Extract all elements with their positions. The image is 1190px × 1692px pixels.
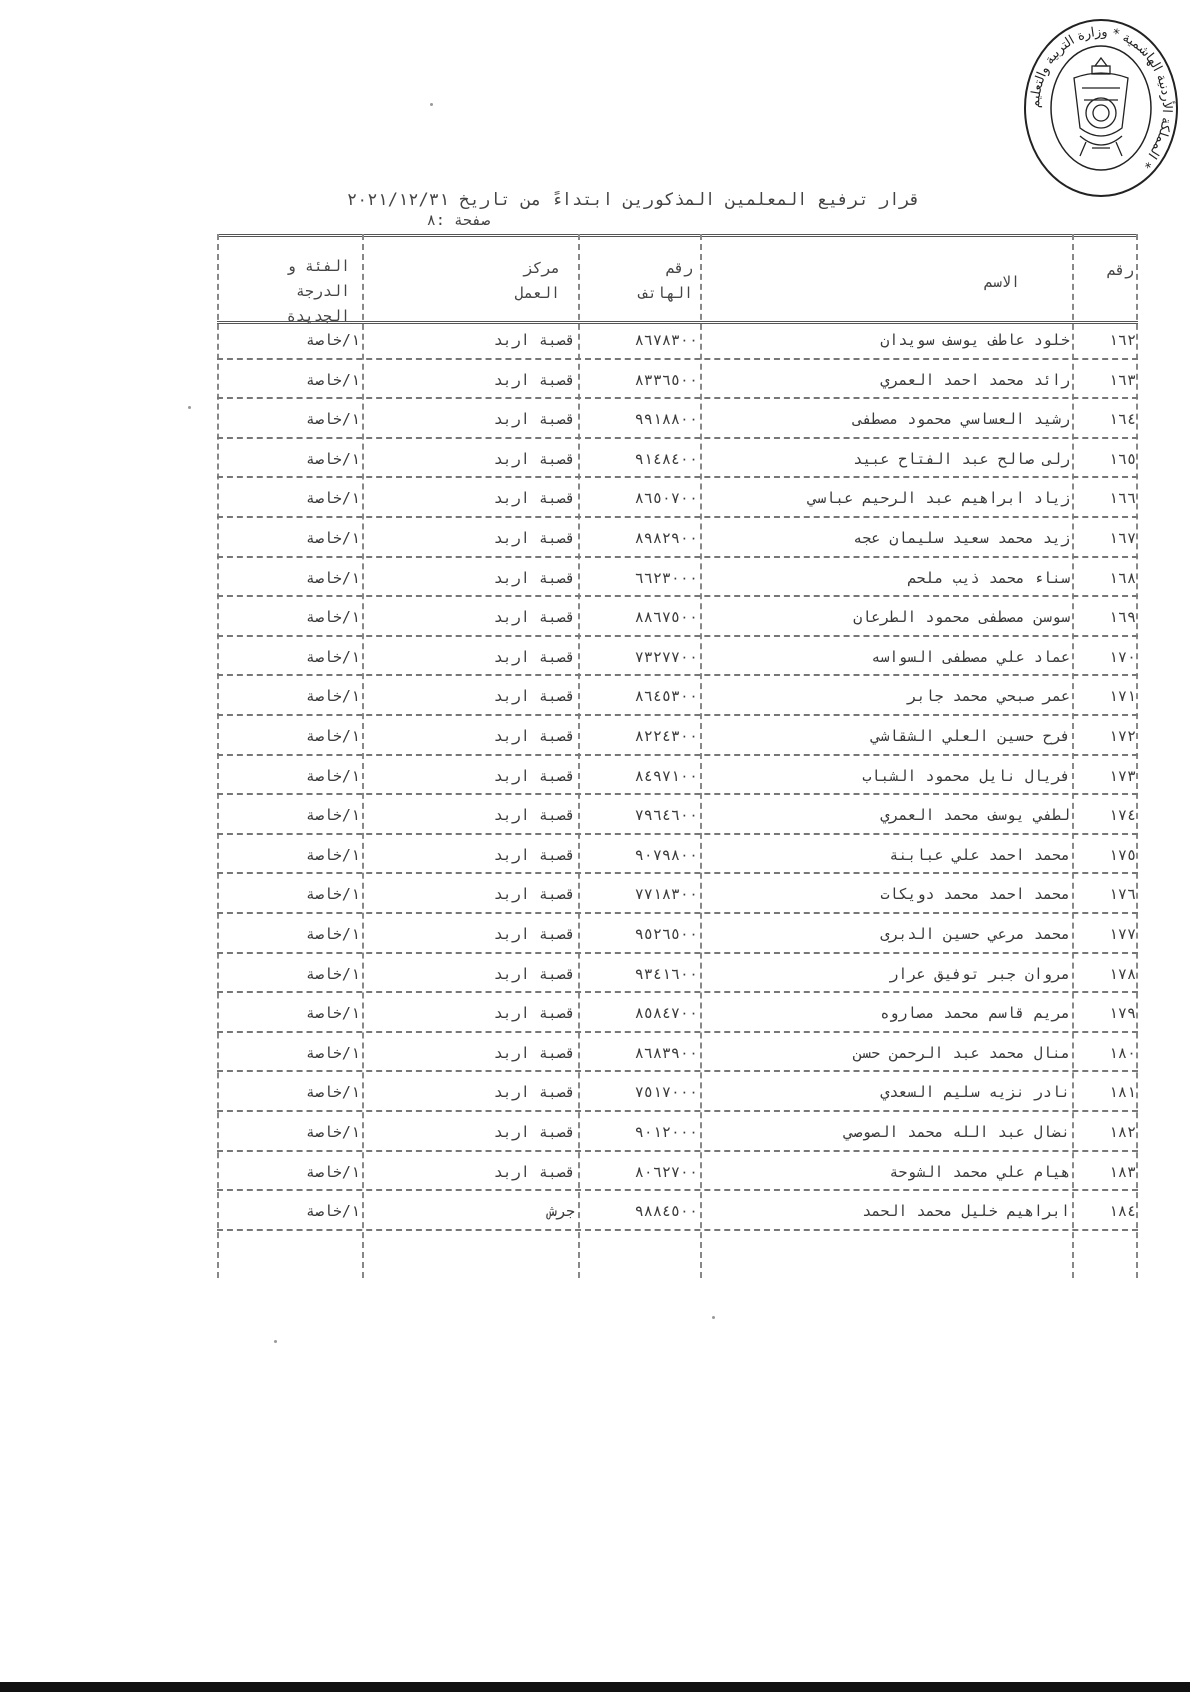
column-separator (362, 234, 364, 1278)
work-center: قصبة اربد (493, 647, 575, 666)
new-degree: ١/خاصة (305, 529, 360, 547)
teacher-name: سناء محمد ذيب ملحم (907, 568, 1070, 587)
header-center: مركز العمل (514, 259, 560, 302)
teacher-id: ٩٠٧٩٨٠٠ (634, 845, 698, 864)
work-center: قصبة اربد (493, 964, 575, 983)
row-divider (217, 833, 1138, 835)
column-separator (217, 234, 219, 1278)
teacher-name: خلود عاطف يوسف سويدان (880, 331, 1070, 349)
teacher-name: منال محمد عبد الرحمن حسن (853, 1043, 1070, 1062)
work-center: قصبة اربد (493, 489, 575, 508)
row-divider (217, 714, 1138, 716)
teacher-id: ٩١٤٨٤٠٠ (634, 449, 698, 468)
new-degree: ١/خاصة (305, 449, 360, 468)
work-center: قصبة اربد (493, 1162, 575, 1181)
teacher-id: ٨٩٨٢٩٠٠ (634, 529, 698, 547)
teacher-name: عمر صبحي محمد جابر (907, 687, 1070, 706)
new-degree: ١/خاصة (305, 687, 360, 706)
work-center: قصبة اربد (493, 727, 575, 745)
scan-bottom-edge (0, 1682, 1190, 1692)
new-degree: ١/خاصة (305, 727, 360, 745)
teacher-id: ٧٥١٧٠٠٠ (634, 1083, 698, 1102)
header-id: رقم الهاتف (638, 259, 693, 302)
teacher-name: رائد محمد احمد العمري (880, 370, 1070, 389)
teacher-id: ٨٣٣٦٥٠٠ (634, 370, 698, 389)
teacher-id: ٧٩٦٤٦٠٠ (634, 806, 698, 825)
seal-text-path: المملكة الأردنية الهاشمية * وزارة التربية والتعليم * (1027, 24, 1175, 171)
row-divider (217, 635, 1138, 637)
work-center: قصبة اربد (493, 885, 575, 904)
teacher-name: محمد مرعي حسين الدبرى (880, 925, 1070, 943)
new-degree: ١/خاصة (305, 1162, 360, 1181)
table-header-rule (217, 321, 1138, 324)
row-number: ١٦٧ (1108, 529, 1136, 547)
row-number: ١٨٢ (1108, 1123, 1136, 1141)
teacher-name: زياد ابراهيم عبد الرحيم عباسي (808, 489, 1070, 508)
teacher-name: مريم قاسم محمد مصاروه (880, 1004, 1070, 1023)
teacher-name: محمد احمد محمد دويكات (880, 885, 1070, 904)
work-center: قصبة اربد (493, 1083, 575, 1102)
row-divider (217, 1110, 1138, 1112)
work-center: قصبة اربد (493, 687, 575, 706)
row-number: ١٦٩ (1108, 608, 1136, 627)
column-separator (700, 234, 702, 1278)
row-divider (217, 793, 1138, 795)
row-divider (217, 556, 1138, 558)
work-center: قصبة اربد (493, 529, 575, 547)
work-center: قصبة اربد (493, 806, 575, 825)
row-divider (217, 476, 1138, 478)
document-title: قرار ترفيع المعلمين المذكورين ابتداءً من تاريخ ٢٠٢١/١٢/٣١ (346, 190, 920, 210)
teacher-name: فرح حسين العلي الشقاشي (871, 727, 1070, 745)
teacher-id: ٨٦٨٣٩٠٠ (634, 1043, 698, 1062)
row-number: ١٧١ (1108, 687, 1136, 706)
teacher-id: ٨٢٢٤٣٠٠ (634, 727, 698, 745)
row-divider (217, 595, 1138, 597)
row-divider (217, 397, 1138, 399)
teacher-id: ٩٣٤١٦٠٠ (634, 964, 698, 983)
row-divider (217, 674, 1138, 676)
work-center: قصبة اربد (493, 1004, 575, 1023)
work-center: قصبة اربد (493, 331, 575, 349)
new-degree: ١/خاصة (305, 568, 360, 587)
page-number: صفحة :٨ (426, 211, 490, 229)
teacher-id: ٩٥٢٦٥٠٠ (634, 925, 698, 943)
row-divider (217, 358, 1138, 360)
teacher-id: ٨٦٧٨٣٠٠ (634, 331, 698, 349)
teacher-name: رلى صالح عبد الفتاح عبيد (853, 449, 1070, 468)
row-number: ١٧٢ (1108, 727, 1136, 745)
new-degree: ١/خاصة (305, 1004, 360, 1023)
row-number: ١٨٣ (1108, 1162, 1136, 1181)
row-divider (217, 1031, 1138, 1033)
teacher-name: محمد احمد علي عبابنة (889, 845, 1070, 864)
row-divider (217, 991, 1138, 993)
row-number: ١٦٥ (1108, 449, 1136, 468)
row-number: ١٧٥ (1108, 845, 1136, 864)
work-center: قصبة اربد (493, 370, 575, 389)
teacher-name: رشيد العساسي محمود مصطفى (853, 410, 1070, 429)
row-number: ١٦٨ (1108, 568, 1136, 587)
teacher-id: ٧٧١٨٣٠٠ (634, 885, 698, 904)
work-center: قصبة اربد (493, 1123, 575, 1141)
row-number: ١٧٣ (1108, 766, 1136, 785)
teacher-name: زيد محمد سعيد سليمان عجه (853, 529, 1070, 547)
row-number: ١٧٩ (1108, 1004, 1136, 1023)
new-degree: ١/خاصة (305, 885, 360, 904)
row-divider (217, 952, 1138, 954)
new-degree: ١/خاصة (305, 925, 360, 943)
teacher-name: ابراهيم خليل محمد الحمد (862, 1202, 1070, 1221)
work-center: قصبة اربد (493, 766, 575, 785)
header-number: رقم (1106, 261, 1134, 279)
work-center: جرش (547, 1202, 575, 1221)
row-divider (217, 1150, 1138, 1152)
row-divider (217, 1229, 1138, 1231)
column-separator (1072, 234, 1074, 1278)
teacher-id: ٨٠٦٢٧٠٠ (634, 1162, 698, 1181)
scan-speck (188, 406, 191, 409)
new-degree: ١/خاصة (305, 1043, 360, 1062)
new-degree: ١/خاصة (305, 845, 360, 864)
row-divider (217, 437, 1138, 439)
new-degree: ١/خاصة (305, 1202, 360, 1221)
new-degree: ١/خاصة (305, 489, 360, 508)
row-number: ١٧٠ (1108, 647, 1136, 666)
teacher-id: ٦٦٢٣٠٠٠ (634, 568, 698, 587)
teacher-id: ٨٨٦٧٥٠٠ (634, 608, 698, 627)
scan-speck (274, 1340, 277, 1343)
row-number: ١٦٤ (1108, 410, 1136, 429)
new-degree: ١/خاصة (305, 1123, 360, 1141)
new-degree: ١/خاصة (305, 410, 360, 429)
teacher-id: ٩٠١٢٠٠٠ (634, 1123, 698, 1141)
teacher-id: ٨٥٨٤٧٠٠ (634, 1004, 698, 1023)
teacher-name: لطفي يوسف محمد العمري (880, 806, 1070, 825)
work-center: قصبة اربد (493, 608, 575, 627)
work-center: قصبة اربد (493, 410, 575, 429)
work-center: قصبة اربد (493, 449, 575, 468)
column-separator (578, 234, 580, 1278)
teacher-id: ٩٨٨٤٥٠٠ (634, 1202, 698, 1221)
row-divider (217, 872, 1138, 874)
work-center: قصبة اربد (493, 568, 575, 587)
header-name: الاسم (983, 273, 1020, 291)
row-number: ١٧٤ (1108, 806, 1136, 825)
row-number: ١٦٢ (1108, 331, 1136, 349)
new-degree: ١/خاصة (305, 331, 360, 349)
new-degree: ١/خاصة (305, 1083, 360, 1102)
row-number: ١٨٠ (1108, 1043, 1136, 1062)
new-degree: ١/خاصة (305, 647, 360, 666)
row-divider (217, 912, 1138, 914)
row-number: ١٧٦ (1108, 885, 1136, 904)
teacher-id: ٨٤٩٧١٠٠ (634, 766, 698, 785)
jordan-coat-of-arms-icon (1074, 58, 1128, 156)
ministry-seal (1022, 18, 1180, 202)
teacher-name: سوسن مصطفى محمود الطرعان (853, 608, 1070, 627)
scan-speck (712, 1316, 715, 1319)
row-divider (217, 516, 1138, 518)
row-divider (217, 754, 1138, 756)
new-degree: ١/خاصة (305, 370, 360, 389)
teacher-id: ٩٩١٨٨٠٠ (634, 410, 698, 429)
work-center: قصبة اربد (493, 925, 575, 943)
teacher-id: ٧٣٢٧٧٠٠ (634, 647, 698, 666)
row-divider (217, 1070, 1138, 1072)
header-degree: الفئة و الدرجة الجديدة (286, 257, 350, 325)
new-degree: ١/خاصة (305, 964, 360, 983)
work-center: قصبة اربد (493, 1043, 575, 1062)
column-separator (1136, 234, 1138, 1278)
teacher-name: هيام علي محمد الشوحة (889, 1162, 1070, 1181)
teacher-name: عماد علي مصطفى السواسه (871, 647, 1070, 666)
teacher-name: مروان جبر توفيق عرار (889, 964, 1070, 983)
row-number: ١٨٤ (1108, 1202, 1136, 1221)
row-number: ١٦٦ (1108, 489, 1136, 508)
teacher-id: ٨٦٥٠٧٠٠ (634, 489, 698, 508)
teacher-name: نادر نزيه سليم السعدي (880, 1083, 1070, 1102)
row-number: ١٧٨ (1108, 964, 1136, 983)
scan-speck (430, 103, 433, 106)
new-degree: ١/خاصة (305, 806, 360, 825)
teacher-name: فريال نايل محمود الشباب (862, 766, 1070, 785)
row-number: ١٦٣ (1108, 370, 1136, 389)
table-top-rule (217, 234, 1138, 237)
work-center: قصبة اربد (493, 845, 575, 864)
row-divider (217, 1189, 1138, 1191)
new-degree: ١/خاصة (305, 608, 360, 627)
new-degree: ١/خاصة (305, 766, 360, 785)
teacher-name: نضال عبد الله محمد الصوصي (844, 1123, 1070, 1141)
row-number: ١٧٧ (1108, 925, 1136, 943)
row-number: ١٨١ (1108, 1083, 1136, 1102)
teacher-id: ٨٦٤٥٣٠٠ (634, 687, 698, 706)
